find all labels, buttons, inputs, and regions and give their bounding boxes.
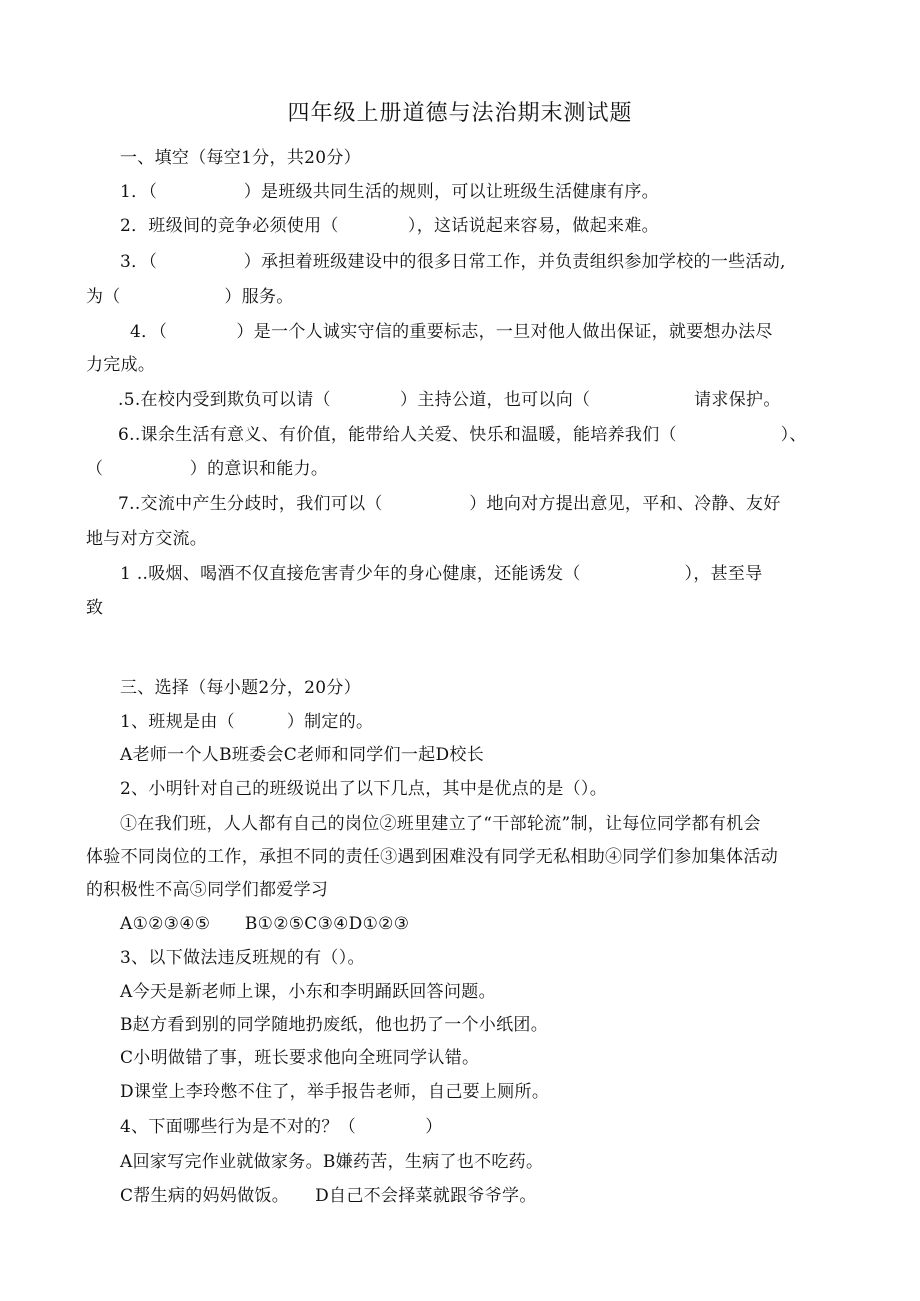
fill-question-2: 2．班级间的竞争必须使用（ ），这话说起来容易，做起来难。 (120, 216, 659, 236)
choice-question-2-text-cont: 体验不同岗位的工作，承担不同的责任③遇到困难没有同学无私相助④同学们参加集体活动 (86, 847, 778, 867)
fill-question-4-cont: 力完成。 (86, 355, 156, 375)
document-title: 四年级上册道德与法治期末测试题 (287, 101, 633, 126)
choice-question-3-option-c: C小明做错了事，班长要求他向全班同学认错。 (120, 1048, 480, 1068)
fill-question-6-cont: （ ）的意识和能力。 (86, 459, 329, 479)
fill-question-1: 1．（ ）是班级共同生活的规则，可以让班级生活健康有序。 (120, 182, 659, 202)
choice-question-3-option-a: A今天是新老师上课，小东和李明踊跃回答问题。 (120, 982, 496, 1002)
section-heading-choice: 三、选择（每小题2分，20分） (120, 678, 361, 698)
choice-question-4-options-ab: A回家写完作业就做家务。B嫌药苦，生病了也不吃药。 (120, 1152, 544, 1172)
fill-question-3-cont: 为（ ）服务。 (86, 287, 294, 307)
choice-question-4-options-cd: C帮生病的妈妈做饭。 D自己不会择菜就跟爷爷学。 (120, 1186, 537, 1206)
choice-question-3-option-d: D课堂上李玲憋不住了，举手报告老师，自己要上厕所。 (120, 1082, 550, 1102)
fill-question-8-cont: 致 (86, 598, 104, 618)
choice-question-3: 3、以下做法违反班规的有（）。 (120, 948, 365, 968)
choice-question-1: 1、班规是由（ ）制定的。 (120, 712, 374, 732)
choice-question-2-options: A①②③④⑤ B①②⑤C③④D①②③ (120, 914, 410, 934)
fill-question-7-cont: 地与对方交流。 (86, 529, 208, 549)
fill-question-6: 6..课余生活有意义、有价值，能带给人关爱、快乐和温暖，能培养我们（ ）、 (118, 425, 807, 445)
fill-question-4: 4．（ ）是一个人诚实守信的重要标志，一旦对他人做出保证，就要想办法尽 (130, 322, 773, 342)
choice-question-1-options: A老师一个人B班委会C老师和同学们一起D校长 (120, 745, 485, 765)
fill-question-3: 3．（ ）承担着班级建设中的很多日常工作，并负责组织参加学校的一些活动, (120, 252, 786, 272)
choice-question-2-text: ①在我们班，人人都有自己的岗位②班里建立了“干部轮流”制，让每位同学都有机会 (120, 814, 761, 834)
fill-question-7: 7..交流中产生分歧时，我们可以（ ）地向对方提出意见，平和、冷静、友好 (118, 494, 781, 514)
choice-question-4: 4、下面哪些行为是不对的？（ ） (120, 1117, 443, 1137)
choice-question-2: 2、小明针对自己的班级说出了以下几点，其中是优点的是（）。 (120, 779, 608, 799)
choice-question-2-text-end: 的积极性不高⑤同学们都爱学习 (86, 880, 329, 900)
choice-question-3-option-b: B赵方看到别的同学随地扔废纸，他也扔了一个小纸团。 (120, 1015, 548, 1035)
fill-question-5: .5.在校内受到欺负可以请（ ）主持公道，也可以向（ 请求保护。 (118, 390, 781, 410)
section-heading-fill-in: 一、填空（每空1分，共20分） (120, 148, 361, 168)
fill-question-8: 1 ..吸烟、喝酒不仅直接危害青少年的身心健康，还能诱发（ ），甚至导 (120, 564, 763, 584)
